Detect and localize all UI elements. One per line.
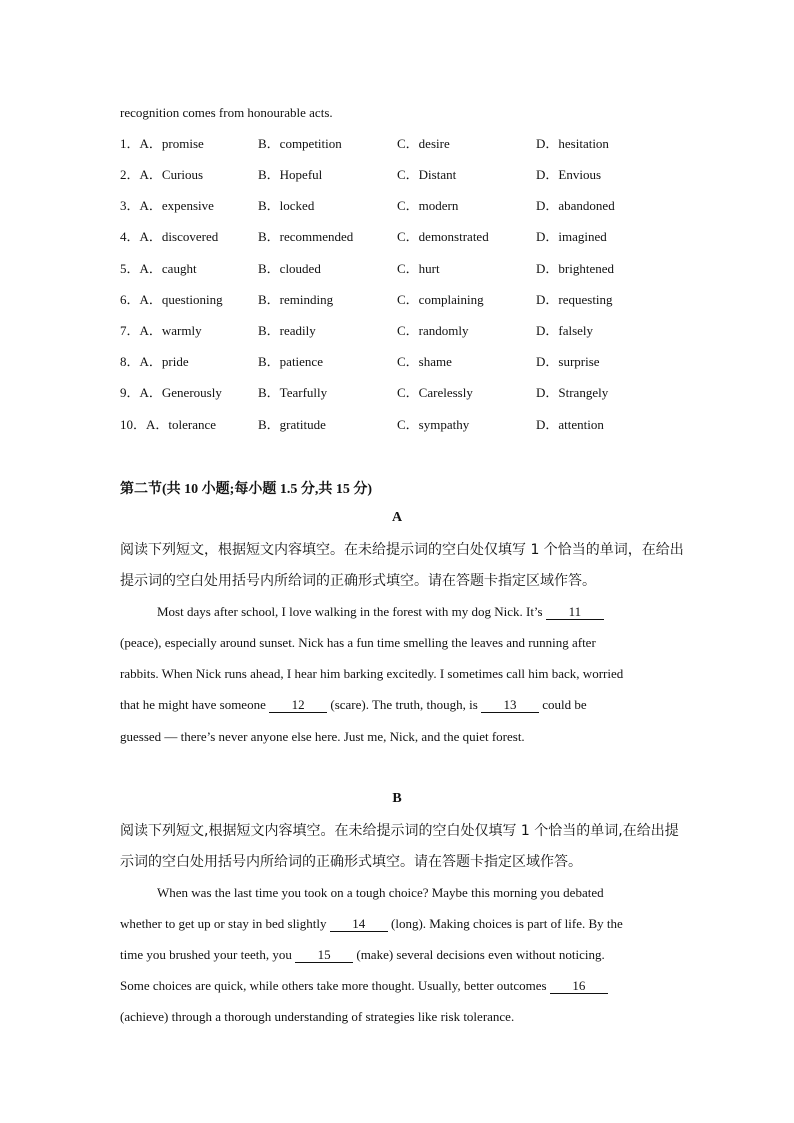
option-b: B．readily xyxy=(258,323,316,338)
text-segment: whether to get up or stay in bed slightly xyxy=(120,916,330,931)
option-d: D．brightened xyxy=(536,261,614,276)
option-row xyxy=(120,354,680,370)
text-segment: Most days after school, I love walking in the forest with my dog Nick. It’s xyxy=(157,604,546,619)
option-row xyxy=(120,136,680,152)
text-segment: (scare). The truth, though, is xyxy=(327,697,482,712)
part-b-line4 xyxy=(120,978,608,994)
option-d: D．hesitation xyxy=(536,136,609,151)
option-d: D．Envious xyxy=(536,167,602,182)
blank-14[interactable]: 14 xyxy=(330,917,388,932)
option-d: D．attention xyxy=(536,417,604,432)
option-c: C．Carelessly xyxy=(397,385,473,400)
option-row xyxy=(120,323,680,339)
option-b: B．patience xyxy=(258,354,323,369)
option-a xyxy=(120,229,218,245)
option-a-text: A．questioning xyxy=(139,292,223,307)
text-segment: that he might have someone xyxy=(120,697,270,712)
blank-13[interactable]: 13 xyxy=(481,698,539,713)
part-b-line5: (achieve) through a thorough understanding of strategies like risk tolerance. xyxy=(120,1009,515,1024)
part-a-label: A xyxy=(391,510,403,525)
passage-tail: recognition comes from honourable acts. xyxy=(120,105,333,120)
question-number: 9． xyxy=(120,385,140,400)
text-segment: (long). Making choices is part of life. By the xyxy=(387,916,623,931)
option-d: D．Strangely xyxy=(536,385,609,400)
option-row xyxy=(120,167,680,183)
option-b: B．reminding xyxy=(258,292,334,307)
part-b-label: B xyxy=(392,791,402,806)
part-b-line1: When was the last time you took on a tough choice? Maybe this morning you debated xyxy=(157,885,604,900)
part-a-line5: guessed — there’s never anyone else here. Just me, Nick, and the quiet forest. xyxy=(120,729,525,744)
option-row xyxy=(120,417,680,433)
option-d: D．falsely xyxy=(536,323,594,338)
option-d: D．surprise xyxy=(536,354,600,369)
option-b: B．Hopeful xyxy=(258,167,323,182)
option-a-text: A．promise xyxy=(139,136,204,151)
option-a xyxy=(120,292,223,308)
option-c: C．desire xyxy=(397,136,450,151)
question-number: 10． xyxy=(120,417,147,432)
part-b-line2 xyxy=(120,916,623,932)
option-a-text: A．discovered xyxy=(139,229,219,244)
text-segment: time you brushed your teeth, you xyxy=(120,947,296,962)
blank-11[interactable]: 11 xyxy=(546,605,604,620)
part-b-instruction-line2: 示词的空白处用括号内所给词的正确形式填空。请在答题卡指定区域作答。 xyxy=(120,854,582,870)
option-d: D．imagined xyxy=(536,229,607,244)
option-a-text: A．Generously xyxy=(139,385,222,400)
option-row xyxy=(120,261,680,277)
option-row xyxy=(120,229,680,245)
option-d: D．abandoned xyxy=(536,198,615,213)
part-a-line1 xyxy=(157,604,604,620)
text-segment: (make) several decisions even without noticing. xyxy=(353,947,605,962)
blank-15[interactable]: 15 xyxy=(295,948,353,963)
question-number: 7． xyxy=(120,323,140,338)
option-c: C．modern xyxy=(397,198,459,213)
question-number: 2． xyxy=(120,167,140,182)
option-c: C．sympathy xyxy=(397,417,470,432)
option-b: B．gratitude xyxy=(258,417,326,432)
option-d: D．requesting xyxy=(536,292,613,307)
question-number: 3． xyxy=(120,198,140,213)
option-c: C．demonstrated xyxy=(397,229,489,244)
part-b-instruction-line1: 阅读下列短文,根据短文内容填空。在未给提示词的空白处仅填写 1 个恰当的单词,在给出提 xyxy=(120,823,679,839)
option-b: B．clouded xyxy=(258,261,321,276)
question-number: 5． xyxy=(120,261,140,276)
part-a-instruction-line1: 阅读下列短文，根据短文内容填空。在未给提示词的空白处仅填写 1 个恰当的单词，在给出 xyxy=(120,542,684,558)
option-b: B．locked xyxy=(258,198,315,213)
text-segment: Some choices are quick, while others take more thought. Usually, better outcomes xyxy=(120,978,550,993)
option-a xyxy=(120,323,202,339)
option-a xyxy=(120,167,203,183)
part-a-instruction-line2: 提示词的空白处用括号内所给词的正确形式填空。请在答题卡指定区域作答。 xyxy=(120,573,596,589)
section-title: 第二节(共 10 小题;每小题 1.5 分,共 15 分) xyxy=(120,482,372,497)
option-c: C．shame xyxy=(397,354,452,369)
option-a-text: A．caught xyxy=(139,261,197,276)
option-row xyxy=(120,292,680,308)
option-b: B．Tearfully xyxy=(258,385,328,400)
blank-16[interactable]: 16 xyxy=(550,979,608,994)
part-a-line4 xyxy=(120,697,587,713)
part-a-line2: (peace), especially around sunset. Nick has a fun time smelling the leaves and running after xyxy=(120,635,596,650)
question-number: 8． xyxy=(120,354,140,369)
option-a-text: A．tolerance xyxy=(146,417,217,432)
option-b: B．competition xyxy=(258,136,342,151)
question-number: 4． xyxy=(120,229,140,244)
option-a xyxy=(120,261,197,277)
option-c: C．hurt xyxy=(397,261,440,276)
option-c: C．Distant xyxy=(397,167,457,182)
option-c: C．complaining xyxy=(397,292,484,307)
part-a-line3: rabbits. When Nick runs ahead, I hear him barking excitedly. I sometimes call him back, worried xyxy=(120,666,624,681)
option-b: B．recommended xyxy=(258,229,354,244)
option-a-text: A．Curious xyxy=(139,167,204,182)
part-b-line3 xyxy=(120,947,605,963)
option-a-text: A．expensive xyxy=(139,198,214,213)
option-c: C．randomly xyxy=(397,323,469,338)
question-number: 1． xyxy=(120,136,140,151)
question-number: 6． xyxy=(120,292,140,307)
option-a xyxy=(120,385,222,401)
blank-12[interactable]: 12 xyxy=(269,698,327,713)
option-a-text: A．pride xyxy=(139,354,189,369)
option-row xyxy=(120,198,680,214)
option-a xyxy=(120,417,216,433)
text-segment: could be xyxy=(539,697,587,712)
option-a xyxy=(120,136,204,152)
option-row xyxy=(120,385,680,401)
option-a xyxy=(120,198,214,214)
option-a xyxy=(120,354,189,370)
option-a-text: A．warmly xyxy=(139,323,202,338)
